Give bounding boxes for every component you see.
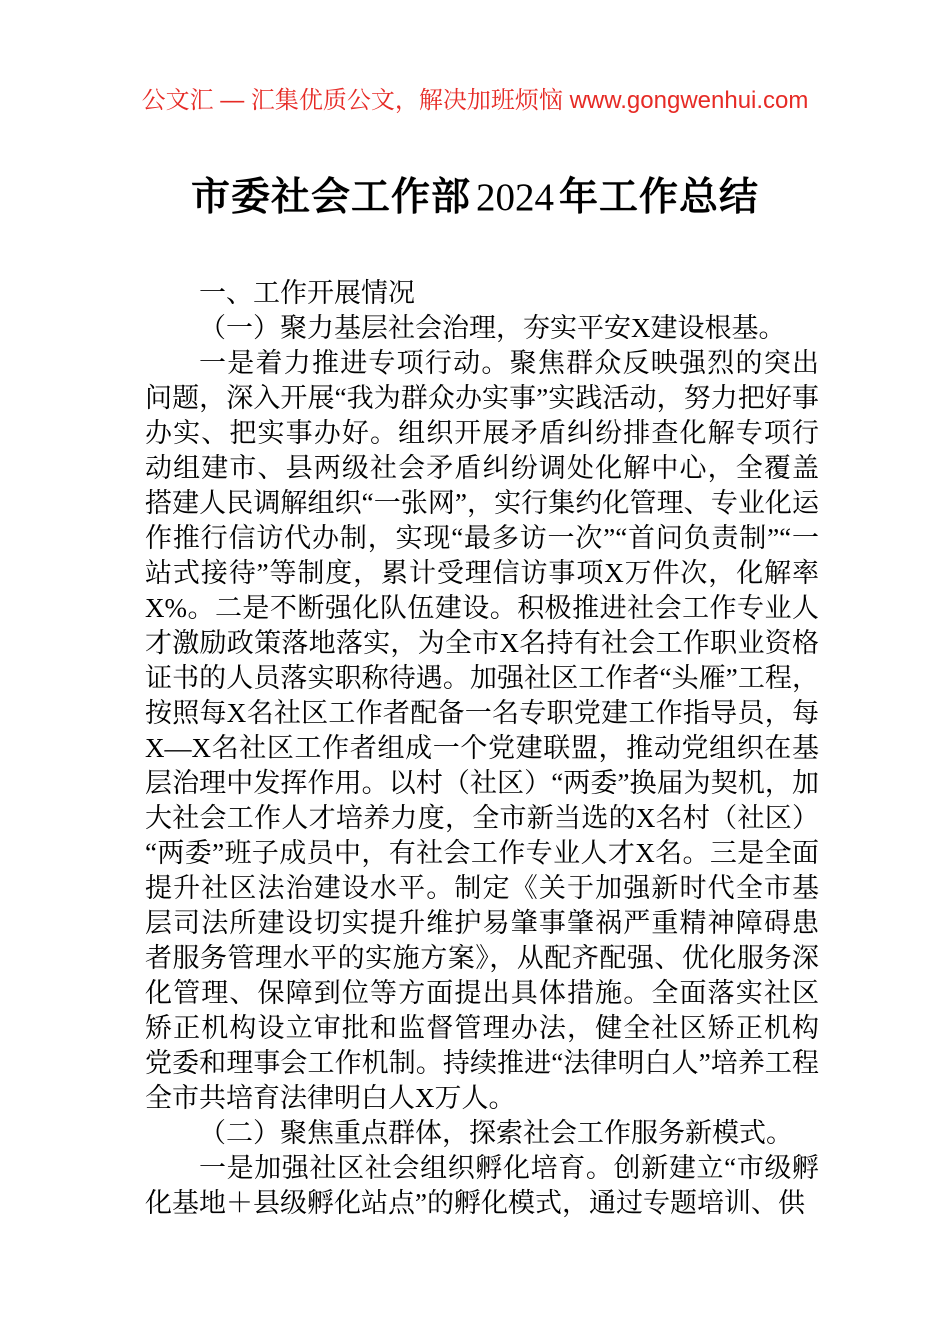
title-prefix: 市委社会工作部 [190,176,471,219]
subsection-heading-2: （二）聚焦重点群体，探索社会工作服务新模式。 [199,1118,793,1148]
body-paragraph-1: 一是着力推进专项行动。聚焦群众反映强烈的突出问题，深入开展“我为群众办实事”实践活动，努力把好事办实、把实事办好。组织开展矛盾纠纷排查化解专项行动组建市、县两级社会矛盾纠纷调处化解中心，全覆盖搭建人民调解组织“一张网”，实行集约化管理、专业化运作推行信访代办制，实现“最多访一次”“首问负责制”“一站式接待”等制度，累计受理信访事项X万件次，化解率X%。二是不断强化队伍建设。积极推进社会工作专业人才激励政策落地落实，为全市X名持有社会工作职业资格证书的人员落实职称待遇。加强社区工作者“头雁”工程，按照每X名社区工作者配备一名专职党建工作指导员，每X—X名社区工作者组成一个党建联盟，推动党组织在基层治理中发挥作用。以村（社区）“两委”换届为契机，加大社会工作人才培养力度，全市新当选的X名村（社区）“两委”班子成员中，有社会工作专业人才X名。三是全面提升社区法治建设水平。制定《关于加强新时代全市基层司法所建设切实提升维护易肇事肇祸严重精神障碍患者服务管理水平的实施方案》，从配齐配强、优化服务深化管理、保障到位等方面提出具体措施。全面落实社区矫正机构设立审批和监督管理办法，健全社区矫正机构党委和理事会工作机制。持续推进“法律明白人”培养工程全市共培育法律明白人X万人。 [145,348,819,1113]
watermark-text: 公文汇 — 汇集优质公文，解决加班烦恼 www.gongwenhui.com [141,87,809,114]
watermark-banner [0,85,950,117]
section-heading-1: 一、工作开展情况 [199,278,415,308]
document-body [145,276,819,1221]
subsection-heading-1: （一）聚力基层社会治理，夯实平安X建设根基。 [199,313,786,343]
body-paragraph-2: 一是加强社区社会组织孵化培育。创新建立“市级孵化基地＋县级孵化站点”的孵化模式，通过专题培训、供 [145,1153,819,1218]
title-suffix: 年工作总结 [559,176,760,219]
title-year: 2024 [476,176,554,219]
document-title [0,163,950,233]
